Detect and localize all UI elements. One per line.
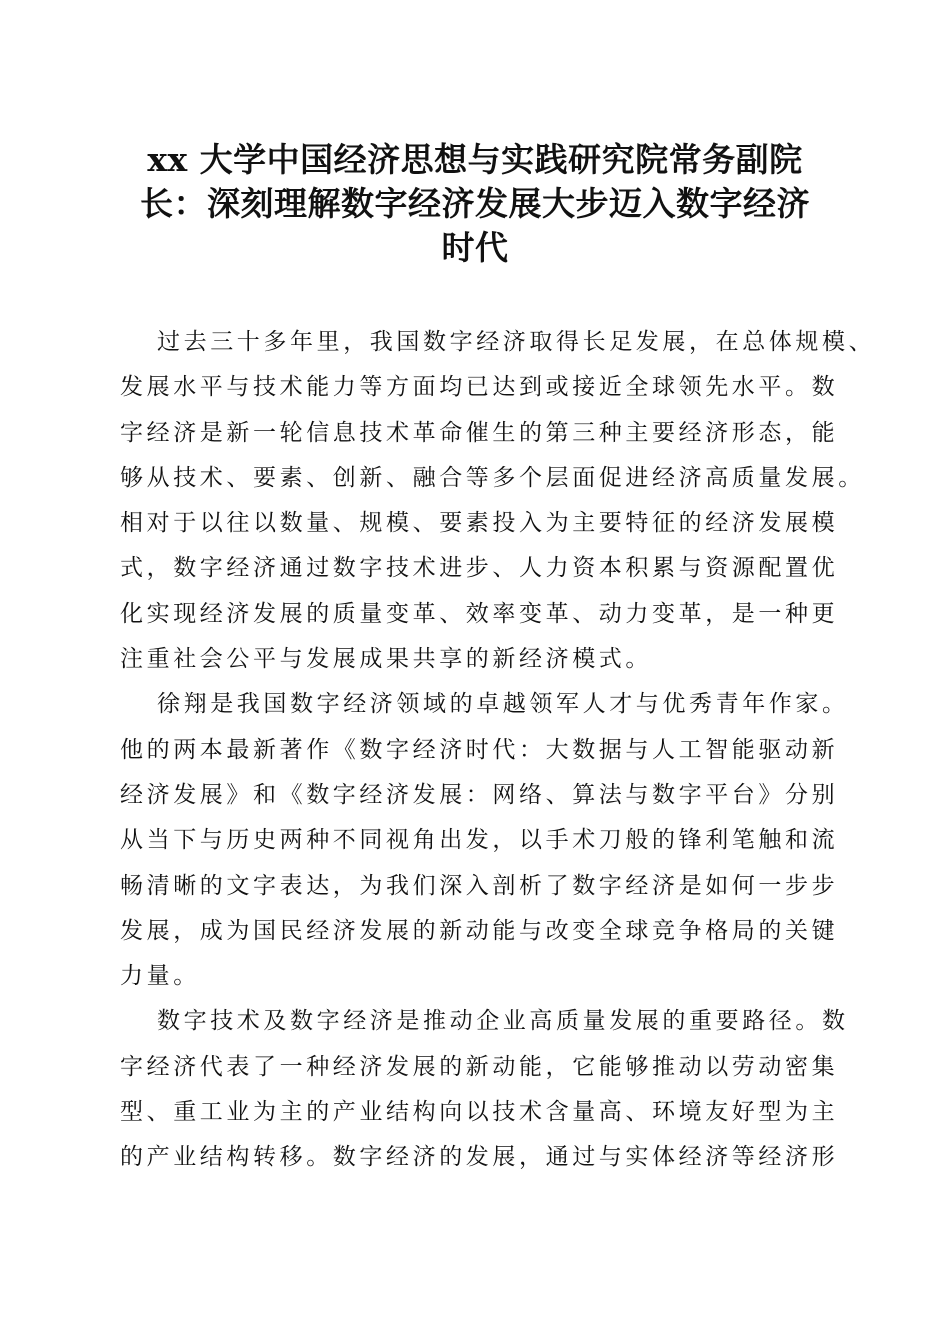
paragraph-line: 相对于以往以数量、规模、要素投入为主要特征的经济发展模	[120, 510, 839, 537]
paragraph-2	[120, 682, 849, 999]
paragraph-1	[120, 320, 876, 682]
paragraph-line: 化实现经济发展的质量变革、效率变革、动力变革，是一种更	[120, 600, 839, 627]
paragraph-line: 畅清晰的文字表达，为我们深入剖析了数字经济是如何一步步	[120, 872, 839, 899]
paragraph-line: 注重社会公平与发展成果共享的新经济模式。	[120, 646, 652, 673]
title-line: xx 大学中国经济思想与实践研究院常务副院	[147, 140, 803, 179]
paragraph-line: 从当下与历史两种不同视角出发，以手术刀般的锋利笔触和流	[120, 827, 839, 854]
document-title	[110, 138, 840, 270]
paragraph-line: 徐翔是我国数字经济领域的卓越领军人才与优秀青年作家。	[157, 691, 849, 718]
paragraph-line: 他的两本最新著作《数字经济时代：大数据与人工智能驱动新	[120, 736, 839, 763]
title-line: 长：深刻理解数字经济发展大步迈入数字经济	[140, 184, 810, 223]
paragraph-line: 的产业结构转移。数字经济的发展，通过与实体经济等经济形	[120, 1144, 839, 1171]
paragraph-line: 发展，成为国民经济发展的新动能与改变全球竞争格局的关键	[120, 917, 839, 944]
paragraph-line: 数字技术及数字经济是推动企业高质量发展的重要路径。数	[157, 1008, 849, 1035]
paragraph-line: 力量。	[120, 963, 200, 990]
paragraph-line: 过去三十多年里，我国数字经济取得长足发展，在总体规模、	[157, 329, 876, 355]
title-line: 时代	[441, 228, 509, 267]
paragraph-line: 式，数字经济通过数字技术进步、人力资本积累与资源配置优	[120, 555, 839, 582]
paragraph-line: 够从技术、要素、创新、融合等多个层面促进经济高质量发展。	[120, 464, 865, 491]
paragraph-line: 经济发展》和《数字经济发展：网络、算法与数字平台》分别	[120, 781, 839, 808]
paragraph-3	[120, 999, 849, 1180]
paragraph-line: 字经济是新一轮信息技术革命催生的第三种主要经济形态，能	[120, 419, 839, 446]
paragraph-line: 字经济代表了一种经济发展的新动能，它能够推动以劳动密集	[120, 1053, 839, 1080]
paragraph-line: 型、重工业为主的产业结构向以技术含量高、环境友好型为主	[120, 1099, 839, 1126]
document-body	[120, 320, 876, 1181]
paragraph-line: 发展水平与技术能力等方面均已达到或接近全球领先水平。数	[120, 374, 839, 401]
